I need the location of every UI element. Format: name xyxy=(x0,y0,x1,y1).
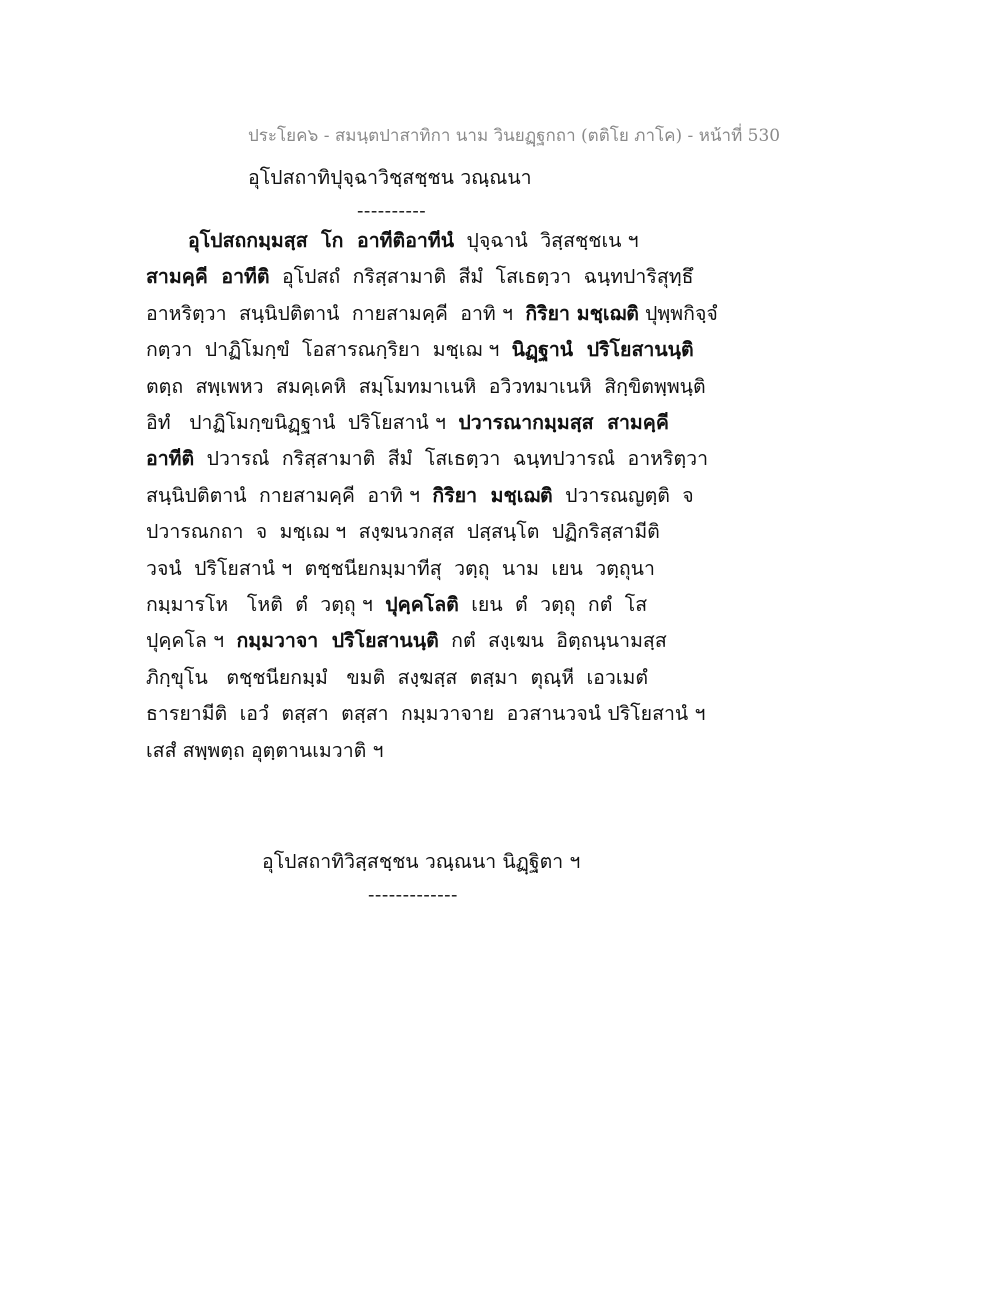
line-text: ปวารณํ กริสฺสามาติ สีมํ โสเธตฺวา ฉนฺทปวารณํ อาหริตฺวา xyxy=(194,447,709,471)
page-header: ประโยค๖ - สมนฺตปาสาทิกา นาม วินยฏฺฐกถา (ตติโย ภาโค) - หน้าที่ 530 xyxy=(248,126,781,146)
divider-bottom: ------------- xyxy=(368,884,458,906)
line-text: กมฺมารโห โหติ ตํ วตฺถุ ฯ xyxy=(146,593,386,616)
line-text: ปวารณกถา จ มชฺเฌ ฯ สงฺฆนวกสฺส ปสฺสนฺโต ปฏิกริสฺสามีติ xyxy=(146,520,660,544)
body-line xyxy=(146,587,647,623)
line-text: ปุจฺฉานํ วิสฺสชฺชเน ฯ xyxy=(454,229,639,252)
bold-term: อาทีติ xyxy=(146,447,195,471)
section-title: อุโปสถาทิปุจฺฉาวิชฺสชฺชน วณฺณนา xyxy=(248,166,532,189)
bold-term: กมฺมวาจา ปริโยสานนฺติ xyxy=(236,629,439,653)
body-line xyxy=(146,296,718,332)
line-text: ภิกฺขุโน ตชฺชนียกมฺมํ ขมติ สงฺฆสฺส ตสฺมา ตุณฺหี เอวเมตํ xyxy=(146,665,649,689)
line-text: ปวารณญตฺติ จ xyxy=(552,483,694,507)
body-line xyxy=(146,660,648,696)
body-line xyxy=(146,733,384,769)
body-line xyxy=(146,696,705,732)
line-text: เสสํ สพฺพตฺถ อุตฺตานเมวาติ ฯ xyxy=(146,738,384,762)
bold-term: นิฏฺฐานํ ปริโยสานนฺติ xyxy=(511,338,694,362)
line-text: กตํ สงฺเฆน อิตฺถนฺนามสฺส xyxy=(438,629,667,653)
body-line xyxy=(146,332,694,368)
body-line xyxy=(146,551,655,587)
line-text: กตฺวา ปาฏิโมกฺขํ โอสารณกฺริยา มชฺเฌ ฯ xyxy=(146,338,512,362)
body-line xyxy=(146,623,667,659)
line-text: ธารยามีติ เอวํ ตสฺสา ตสฺสา กมฺมวาจาย อวสานวจนํ ปริโยสานํ ฯ xyxy=(146,702,706,726)
body-line xyxy=(188,223,639,259)
line-text: อาหริตฺวา สนฺนิปติตานํ กายสามคฺคี อาทิ ฯ xyxy=(146,301,526,325)
line-text: อุโปสถํ กริสฺสามาติ สีมํ โสเธตฺวา ฉนฺทปาริสุทฺธึ xyxy=(269,265,694,289)
line-text: เยน ตํ วตฺถุ กตํ โส xyxy=(458,593,648,616)
line-text: ตตฺถ สพฺเพหว สมคฺเคหิ สมฺโมทมาเนหิ อวิวทมาเนหิ สิกฺขิตพฺพนฺติ xyxy=(146,374,706,398)
bold-term: ปุคฺคโลติ xyxy=(385,593,459,616)
line-text: ปุพฺพกิจฺจํ xyxy=(638,301,718,325)
line-text: อิทํ ปาฏิโมกฺขนิฏฺฐานํ ปริโยสานํ ฯ xyxy=(146,411,459,434)
body-line xyxy=(146,405,669,441)
closing-title: อุโปสถาทิวิสฺสชฺชน วณฺณนา นิฏฺฐิตา ฯ xyxy=(262,850,581,873)
body-line xyxy=(146,514,660,550)
body-line xyxy=(146,441,708,477)
bold-term: กิริยา มชฺเฌติ xyxy=(432,483,553,507)
line-text: สนฺนิปติตานํ กายสามคฺคี อาทิ ฯ xyxy=(146,483,433,507)
bold-term: กิริยา มชฺเฌติ xyxy=(525,301,639,325)
divider-top: ---------- xyxy=(357,200,427,222)
bold-term: ปวารณากมฺมสฺส สามคฺคี xyxy=(458,411,669,434)
bold-term: สามคฺคี อาทีติ xyxy=(146,265,270,289)
body-line xyxy=(146,369,706,405)
bold-term: อุโปสถกมฺมสฺส โก อาทีติอาทีนํ xyxy=(188,229,455,252)
body-line xyxy=(146,478,694,514)
body-line xyxy=(146,259,694,295)
line-text: วจนํ ปริโยสานํ ฯ ตชฺชนียกมฺมาทีสุ วตฺถุ นาม เยน วตฺถุนา xyxy=(146,556,655,580)
line-text: ปุคฺคโล ฯ xyxy=(146,629,237,653)
